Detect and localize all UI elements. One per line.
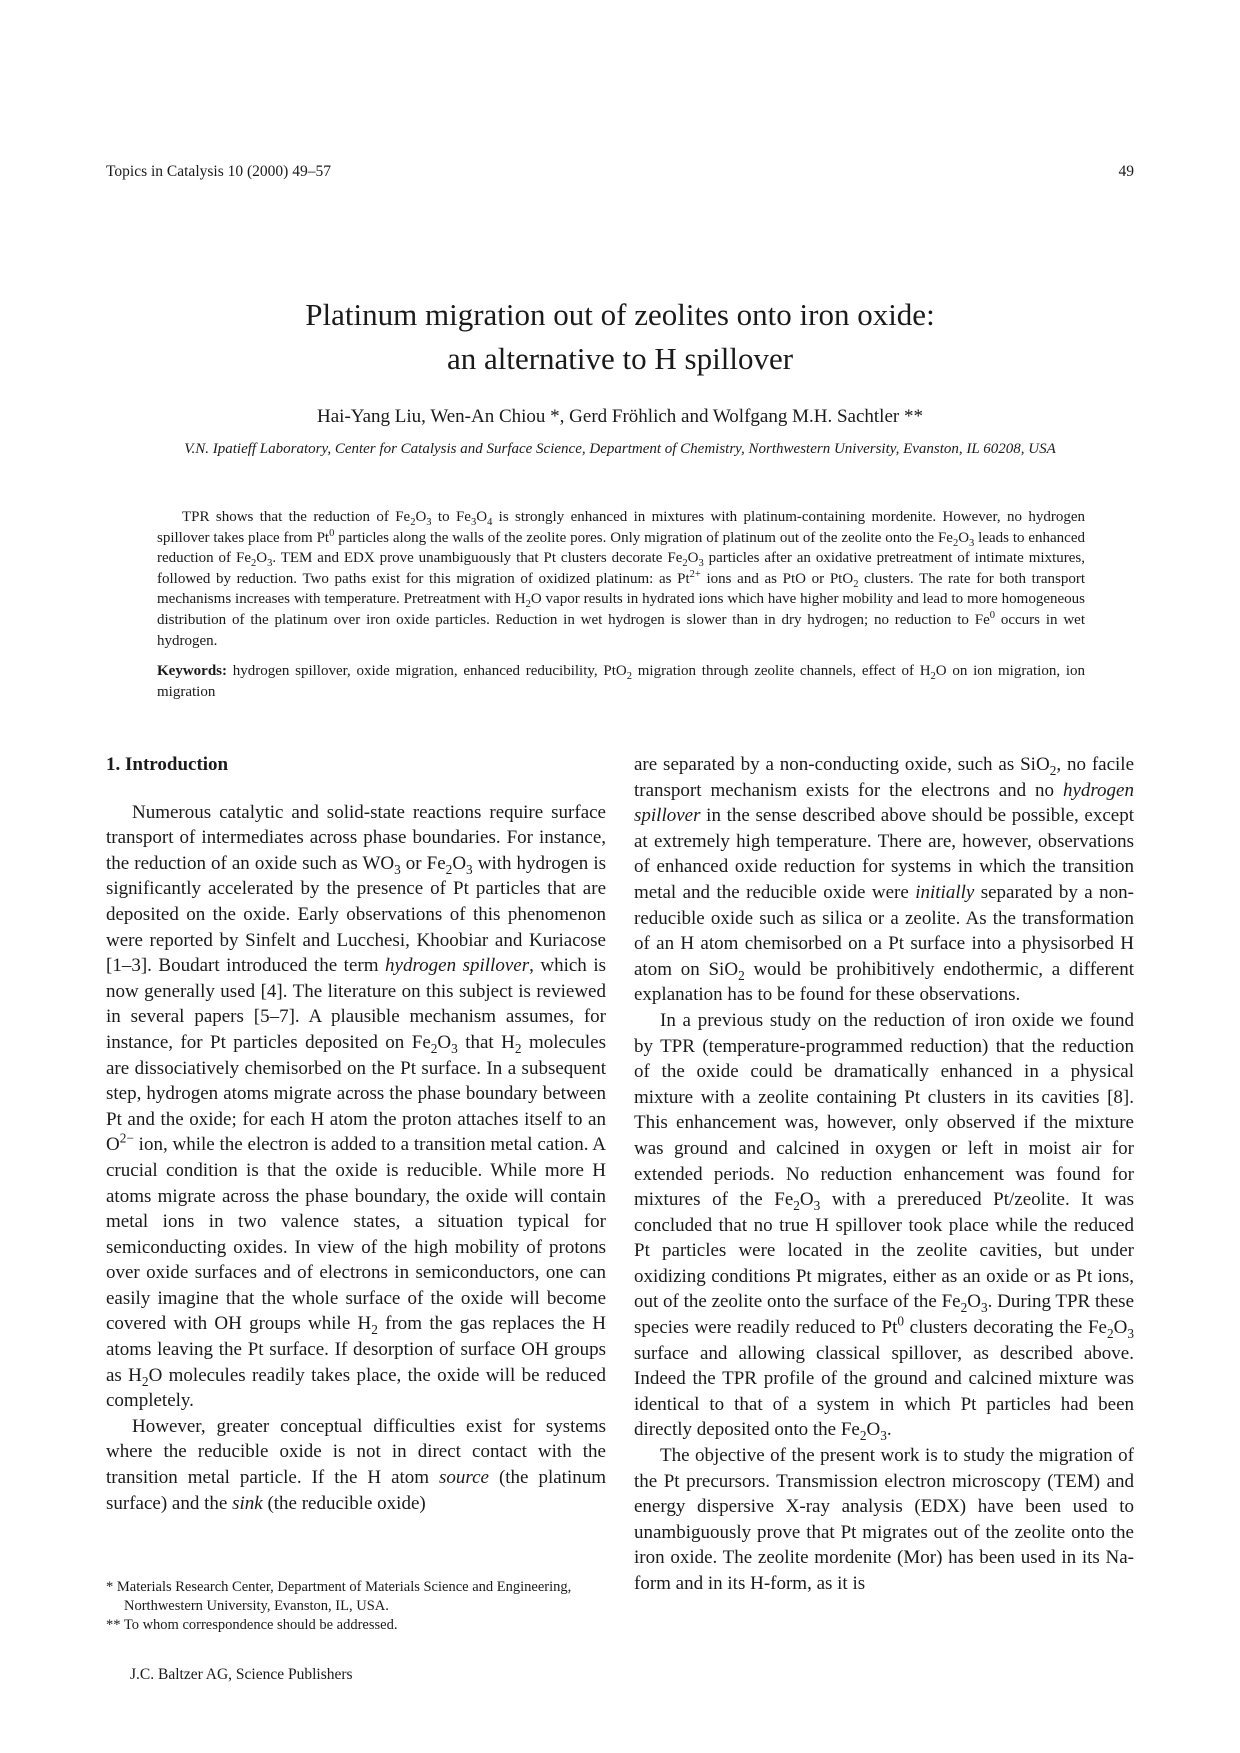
section-heading-introduction: 1. Introduction: [106, 754, 229, 775]
formula-fe2o3: $Fe_2O_3$: [937, 529, 975, 549]
formula-h2o: $H_2O$: [919, 663, 947, 682]
formula-h2o: $H_2O$: [514, 591, 542, 611]
italic-term: sink: [232, 1492, 263, 1514]
keywords-text: hydrogen spillover, oxide migration, enhanced reducibility,: [227, 663, 604, 679]
formula-fe2o3: $Fe_2O_3$: [395, 509, 432, 528]
formula-sio2: SiO$_2$: [1020, 754, 1057, 778]
body-paragraph: However, greater conceptual difficulties exist for systems where the reducible oxide is not in direct contact with the transition metal particle. If the H atom source (the platinum surface) and the sink (the reducible oxide): [106, 1415, 607, 1514]
formula-pt0: Pt$^0$: [316, 527, 335, 546]
body-paragraph: are separated by a non-conducting oxide, such as SiO$_2$, no facile transport mechanism exists for the electrons and no hydrogen spillover in the sense described above should be possible, except at extremely high temperature. There are, however, observations of enhanced oxide reduction for systems in which the transition metal and the reducible oxide were initially separated by a non-reducible oxide such as silica or a zeolite. As the transformation of an H atom chemisorbed on a Pt surface into a physisorbed H atom on SiO$_2$ would be prohibitively endothermic, a different explanation has to be found for these observations.: [634, 754, 1134, 1006]
formula-pt2plus: $Pt^{2+}$: [677, 568, 701, 587]
formula-fe2o3: $Fe_2O_3$: [426, 852, 473, 877]
title-line-2: an alternative to H spillover: [446, 341, 794, 376]
abstract-text: is strongly enhanced in mixtures with platinum-containing mordenite. However, no hydrogen spillover takes place from: [157, 509, 1085, 546]
formula-wo3: $WO_3$: [362, 852, 401, 877]
footnote-1: * Materials Research Center, Department of Materials Science and Engineering, Northwestern University, Evanston, IL, USA.: [106, 1579, 572, 1614]
publisher-line: J.C. Baltzer AG, Science Publishers: [130, 1666, 353, 1683]
footnote-2: ** To whom correspondence should be addressed.: [106, 1617, 398, 1633]
abstract-text: . TEM and EDX prove unambiguously that Pt clusters decorate: [272, 550, 668, 567]
keywords-text: on ion migration, ion migration: [157, 663, 1085, 700]
affiliation: V.N. Ipatieff Laboratory, Center for Catalysis and Surface Science, Department of Chemistry, Northwestern University, Evanston, IL 60208, USA: [184, 441, 1056, 457]
formula-o2minus: $O^{2-}$: [106, 1130, 134, 1156]
abstract-paragraph: TPR shows that the reduction of $Fe_2O_3$ to $Fe_3O_4$ is strongly enhanced in mixtures with platinum-containing mordenite. However, no hydrogen spillover takes place from Pt$^0$ particles along the walls of the zeolite pores. Only migration of platinum out of the zeolite onto the $Fe_2O_3$ leads to enhanced reduction of $Fe_2O_3$. TEM and EDX prove unambiguously that Pt clusters decorate $Fe_2O_3$ particles after an oxidative pretreatment of intimate mixtures, followed by reduction. Two paths exist for this migration of oxidized platinum: as $Pt^{2+}$ ions and as PtO or PtO$_2$ clusters. The rate for both transport mechanisms increases with temperature. Pretreatment with $H_2O$ vapor results in hydrated ions which have higher mobility and lead to more homogeneous distribution of the platinum over iron oxide particles. Reduction in wet hydrogen is slower than in dry hydrogen; no reduction to Fe$^0$ occurs in wet hydrogen.: [157, 509, 1086, 649]
italic-term: source: [439, 1467, 489, 1489]
formula-h2o: $H_2O$: [128, 1364, 163, 1389]
formula-sio2: SiO$_2$: [708, 958, 745, 983]
formula-fe3o4: $Fe_3O_4$: [455, 509, 493, 528]
paper-title: [0, 293, 1240, 381]
body-paragraph: In a previous study on the reduction of iron oxide we found by TPR (temperature-programmed reduction) that the reduction of the oxide could be dramatically enhanced in a physical mixture with a zeolite containing Pt clusters in its cavities [8]. This enhancement was, however, only observed if the mixture was ground and calcined in oxygen or left in moist air for extended periods. No reduction enhancement was found for mixtures of the $Fe_2O_3$ with a prereduced Pt/zeolite. It was concluded that no true H spillover took place while the reduced Pt particles were located in the zeolite cavities, but under oxidizing conditions Pt migrates, either as an oxide or as Pt ions, out of the zeolite onto the surface of the $Fe_2O_3$. During TPR these species were readily reduced to Pt$^0$ clusters decorating the $Fe_2O_3$ surface and allowing classical spillover, as described above. Indeed the TPR profile of the ground and calcined mixture was identical to that of a system in which Pt particles had been directly deposited onto the $Fe_2O_3$.: [634, 1009, 1135, 1444]
page-number: 49: [1118, 163, 1134, 180]
formula-fe2o3: $Fe_2O_3$: [774, 1189, 821, 1213]
body-paragraph: The objective of the present work is to study the migration of the Pt precursors. Transmission electron microscopy (TEM) and energy dispersive X-ray analysis (EDX) have been used to unambiguously prove that Pt migrates out of the zeolite onto the iron oxide. The zeolite mordenite (Mor) has been used in its Na-form and in its H-form, as it is: [634, 1445, 1134, 1594]
abstract-text: TPR shows that the reduction of: [182, 509, 396, 525]
keywords: [157, 661, 1085, 702]
body-paragraph: Numerous catalytic and solid-state reactions require surface transport of intermediates across phase boundaries. For instance, the reduction of an oxide such as $WO_3$ or $Fe_2O_3$ with hydrogen is significantly accelerated by the presence of Pt particles that are deposited on the oxide. Early observations of this phenomenon were reported by Sinfelt and Lucchesi, Khoobiar and Kuriacose [1–3]. Boudart introduced the term hydrogen spillover, which is now generally used [4]. The literature on this subject is reviewed in several papers [5–7]. A plausible mechanism assumes, for instance, for Pt particles deposited on $Fe_2O_3$ that $H_2$ molecules are dissociatively chemisorbed on the Pt surface. In a subsequent step, hydrogen atoms migrate across the phase boundary between Pt and the oxide; for each H atom the proton attaches itself to an $O^{2-}$ ion, while the electron is added to a transition metal cation. A crucial condition is that the oxide is reducible. While more H atoms migrate across the phase boundary, the oxide will contain metal ions in two valence states, a situation typical for semiconducting oxides. In view of the high mobility of protons over oxide surfaces and of electrons in semiconductors, one can easily imagine that the whole surface of the oxide will become covered with OH groups while $H_2$ from the gas replaces the H atoms leaving the Pt surface. If desorption of surface OH groups as $H_2O$ molecules readily takes place, the oxide will be reduced completely.: [106, 801, 607, 1412]
formula-pto2: PtO$_2$: [603, 663, 632, 682]
footnotes: [106, 1578, 606, 1635]
abstract-text: particles along the walls of the zeolite pores. Only migration of platinum out of the zeolite onto the: [334, 529, 938, 546]
abstract-text: particles after an oxidative pretreatment of intimate mixtures, followed by reduction. Two paths exist for this migration of oxidized platinum: as: [157, 550, 1085, 587]
abstract-text: leads to enhanced reduction of: [157, 529, 1085, 567]
formula-pto2: PtO$_2$: [829, 570, 859, 590]
formula-fe2o3: $Fe_2O_3$: [840, 1419, 887, 1444]
formula-fe2o3: $Fe_2O_3$: [1087, 1317, 1135, 1341]
left-column: [106, 752, 606, 1516]
formula-fe0: Fe$^0$: [974, 609, 996, 628]
italic-term: hydrogen spillover: [634, 779, 1134, 827]
formula-h2: $H_2$: [501, 1031, 522, 1056]
italic-term: initially: [915, 881, 975, 903]
abstract-text: vapor results in hydrated ions which have higher mobility and lead to more homogeneous distribution of the platinum over iron oxide particles. Reduction in wet hydrogen is slower than in dry hydrogen; no reduction to: [157, 591, 1086, 628]
keywords-label: Keywords:: [157, 663, 227, 679]
abstract-text: ions and as PtO or: [700, 570, 830, 587]
keywords-text: migration through zeolite channels, effect of: [632, 663, 920, 679]
formula-fe2o3: $Fe_2O_3$: [411, 1031, 458, 1056]
running-header-journal: Topics in Catalysis 10 (2000) 49–57: [106, 163, 331, 180]
abstract: [157, 507, 1085, 651]
title-line-1: Platinum migration out of zeolites onto iron oxide:: [305, 297, 935, 332]
abstract-text: occurs in wet hydrogen.: [157, 611, 1085, 649]
formula-fe2o3: $Fe_2O_3$: [667, 550, 704, 570]
formula-fe2o3: $Fe_2O_3$: [941, 1291, 988, 1316]
right-column: [634, 752, 1134, 1597]
italic-term: hydrogen spillover: [385, 955, 530, 977]
formula-fe2o3: $Fe_2O_3$: [235, 550, 273, 570]
formula-h2: $H_2$: [357, 1313, 378, 1338]
author-list: Hai-Yang Liu, Wen-An Chiou *, Gerd Fröhlich and Wolfgang M.H. Sachtler **: [317, 406, 923, 427]
abstract-text: clusters. The rate for both transport mechanisms increases with temperature. Pretreatment with: [157, 570, 1086, 608]
formula-pt0: Pt$^0$: [881, 1313, 905, 1339]
